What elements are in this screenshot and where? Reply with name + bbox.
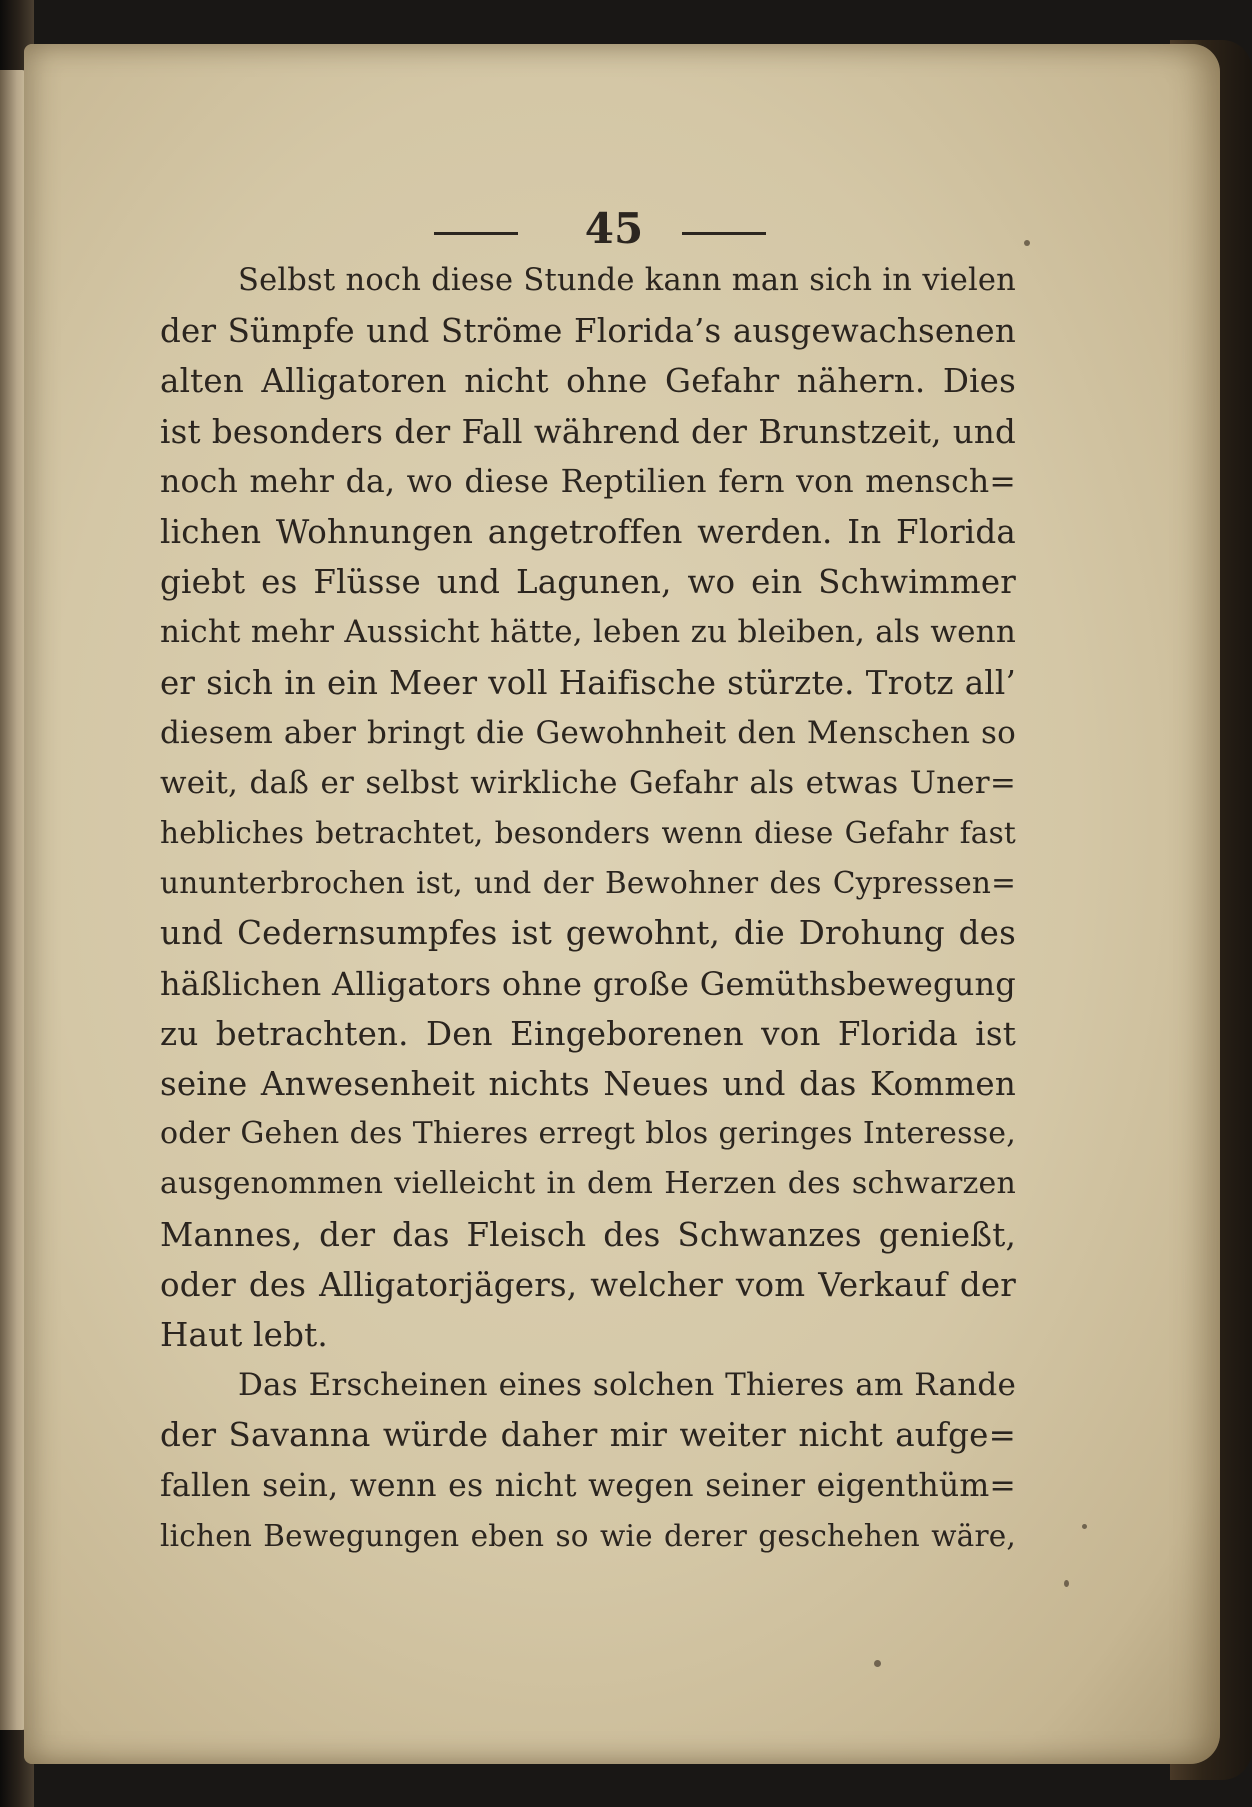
paper-speck <box>1064 1580 1069 1587</box>
text-line: seine Anwesenheit nichts Neues und das Kommen <box>160 1065 1016 1103</box>
text-line: diesem aber bringt die Gewohnheit den Menschen so <box>160 714 1016 751</box>
text-line: und Cedernsumpfes ist gewohnt, die Drohung des <box>160 914 1016 953</box>
page-number: 45 <box>584 204 644 253</box>
text-line: zu betrachten. Den Eingeborenen von Florida ist <box>160 1014 1016 1053</box>
text-line: alten Alligatoren nicht ohne Gefahr nähern. Dies <box>160 362 1016 401</box>
paper-speck <box>1024 240 1030 246</box>
text-line: noch mehr da, wo diese Reptilien fern von mensch= <box>160 463 1016 500</box>
text-line: der Savanna würde daher mir weiter nicht aufge= <box>160 1416 1016 1455</box>
body-text <box>160 256 1016 1561</box>
text-line: Haut lebt. <box>160 1315 328 1354</box>
header-dash-right <box>682 232 766 235</box>
text-line: Mannes, der das Fleisch des Schwanzes genießt, <box>160 1215 1016 1254</box>
text-line: oder Gehen des Thieres erregt blos geringes Interesse, <box>160 1116 1016 1152</box>
paper-speck <box>1082 1524 1087 1529</box>
text-line: lichen Bewegungen eben so wie derer geschehen wäre, <box>160 1518 1016 1553</box>
text-line: er sich in ein Meer voll Haifische stürzte. Trotz all’ <box>160 663 1016 702</box>
text-line: oder des Alligatorjägers, welcher vom Verkauf der <box>160 1265 1016 1304</box>
text-line: weit, daß er selbst wirkliche Gefahr als etwas Uner= <box>160 764 1016 801</box>
text-line: ist besonders der Fall während der Brunstzeit, und <box>160 412 1016 451</box>
text-line: hebliches betrachtet, besonders wenn diese Gefahr fast <box>160 816 1016 851</box>
text-line: fallen sein, wenn es nicht wegen seiner eigenthüm= <box>160 1467 1016 1504</box>
text-line: der Sümpfe und Ströme Florida’s ausgewachsenen <box>160 312 1016 351</box>
text-line: Selbst noch diese Stunde kann man sich in vielen <box>238 263 1016 298</box>
text-line: häßlichen Alligators ohne große Gemüthsbewegung <box>160 964 1016 1003</box>
text-line: giebt es Flüsse und Lagunen, wo ein Schwimmer <box>160 563 1016 602</box>
text-line: Das Erscheinen eines solchen Thieres am Rande <box>238 1367 1016 1404</box>
text-line: ausgenommen vielleicht in dem Herzen des schwarzen <box>160 1166 1016 1202</box>
paragraph <box>160 256 1016 1360</box>
text-line: ununterbrochen ist, und der Bewohner des Cypressen= <box>160 866 1016 901</box>
header-dash-left <box>434 232 518 235</box>
page-header <box>424 202 804 262</box>
paragraph <box>160 1360 1016 1561</box>
paper-speck <box>874 1660 881 1667</box>
text-line: nicht mehr Aussicht hätte, leben zu bleiben, als wenn <box>160 614 1016 651</box>
text-line: lichen Wohnungen angetroffen werden. In Florida <box>160 512 1016 551</box>
